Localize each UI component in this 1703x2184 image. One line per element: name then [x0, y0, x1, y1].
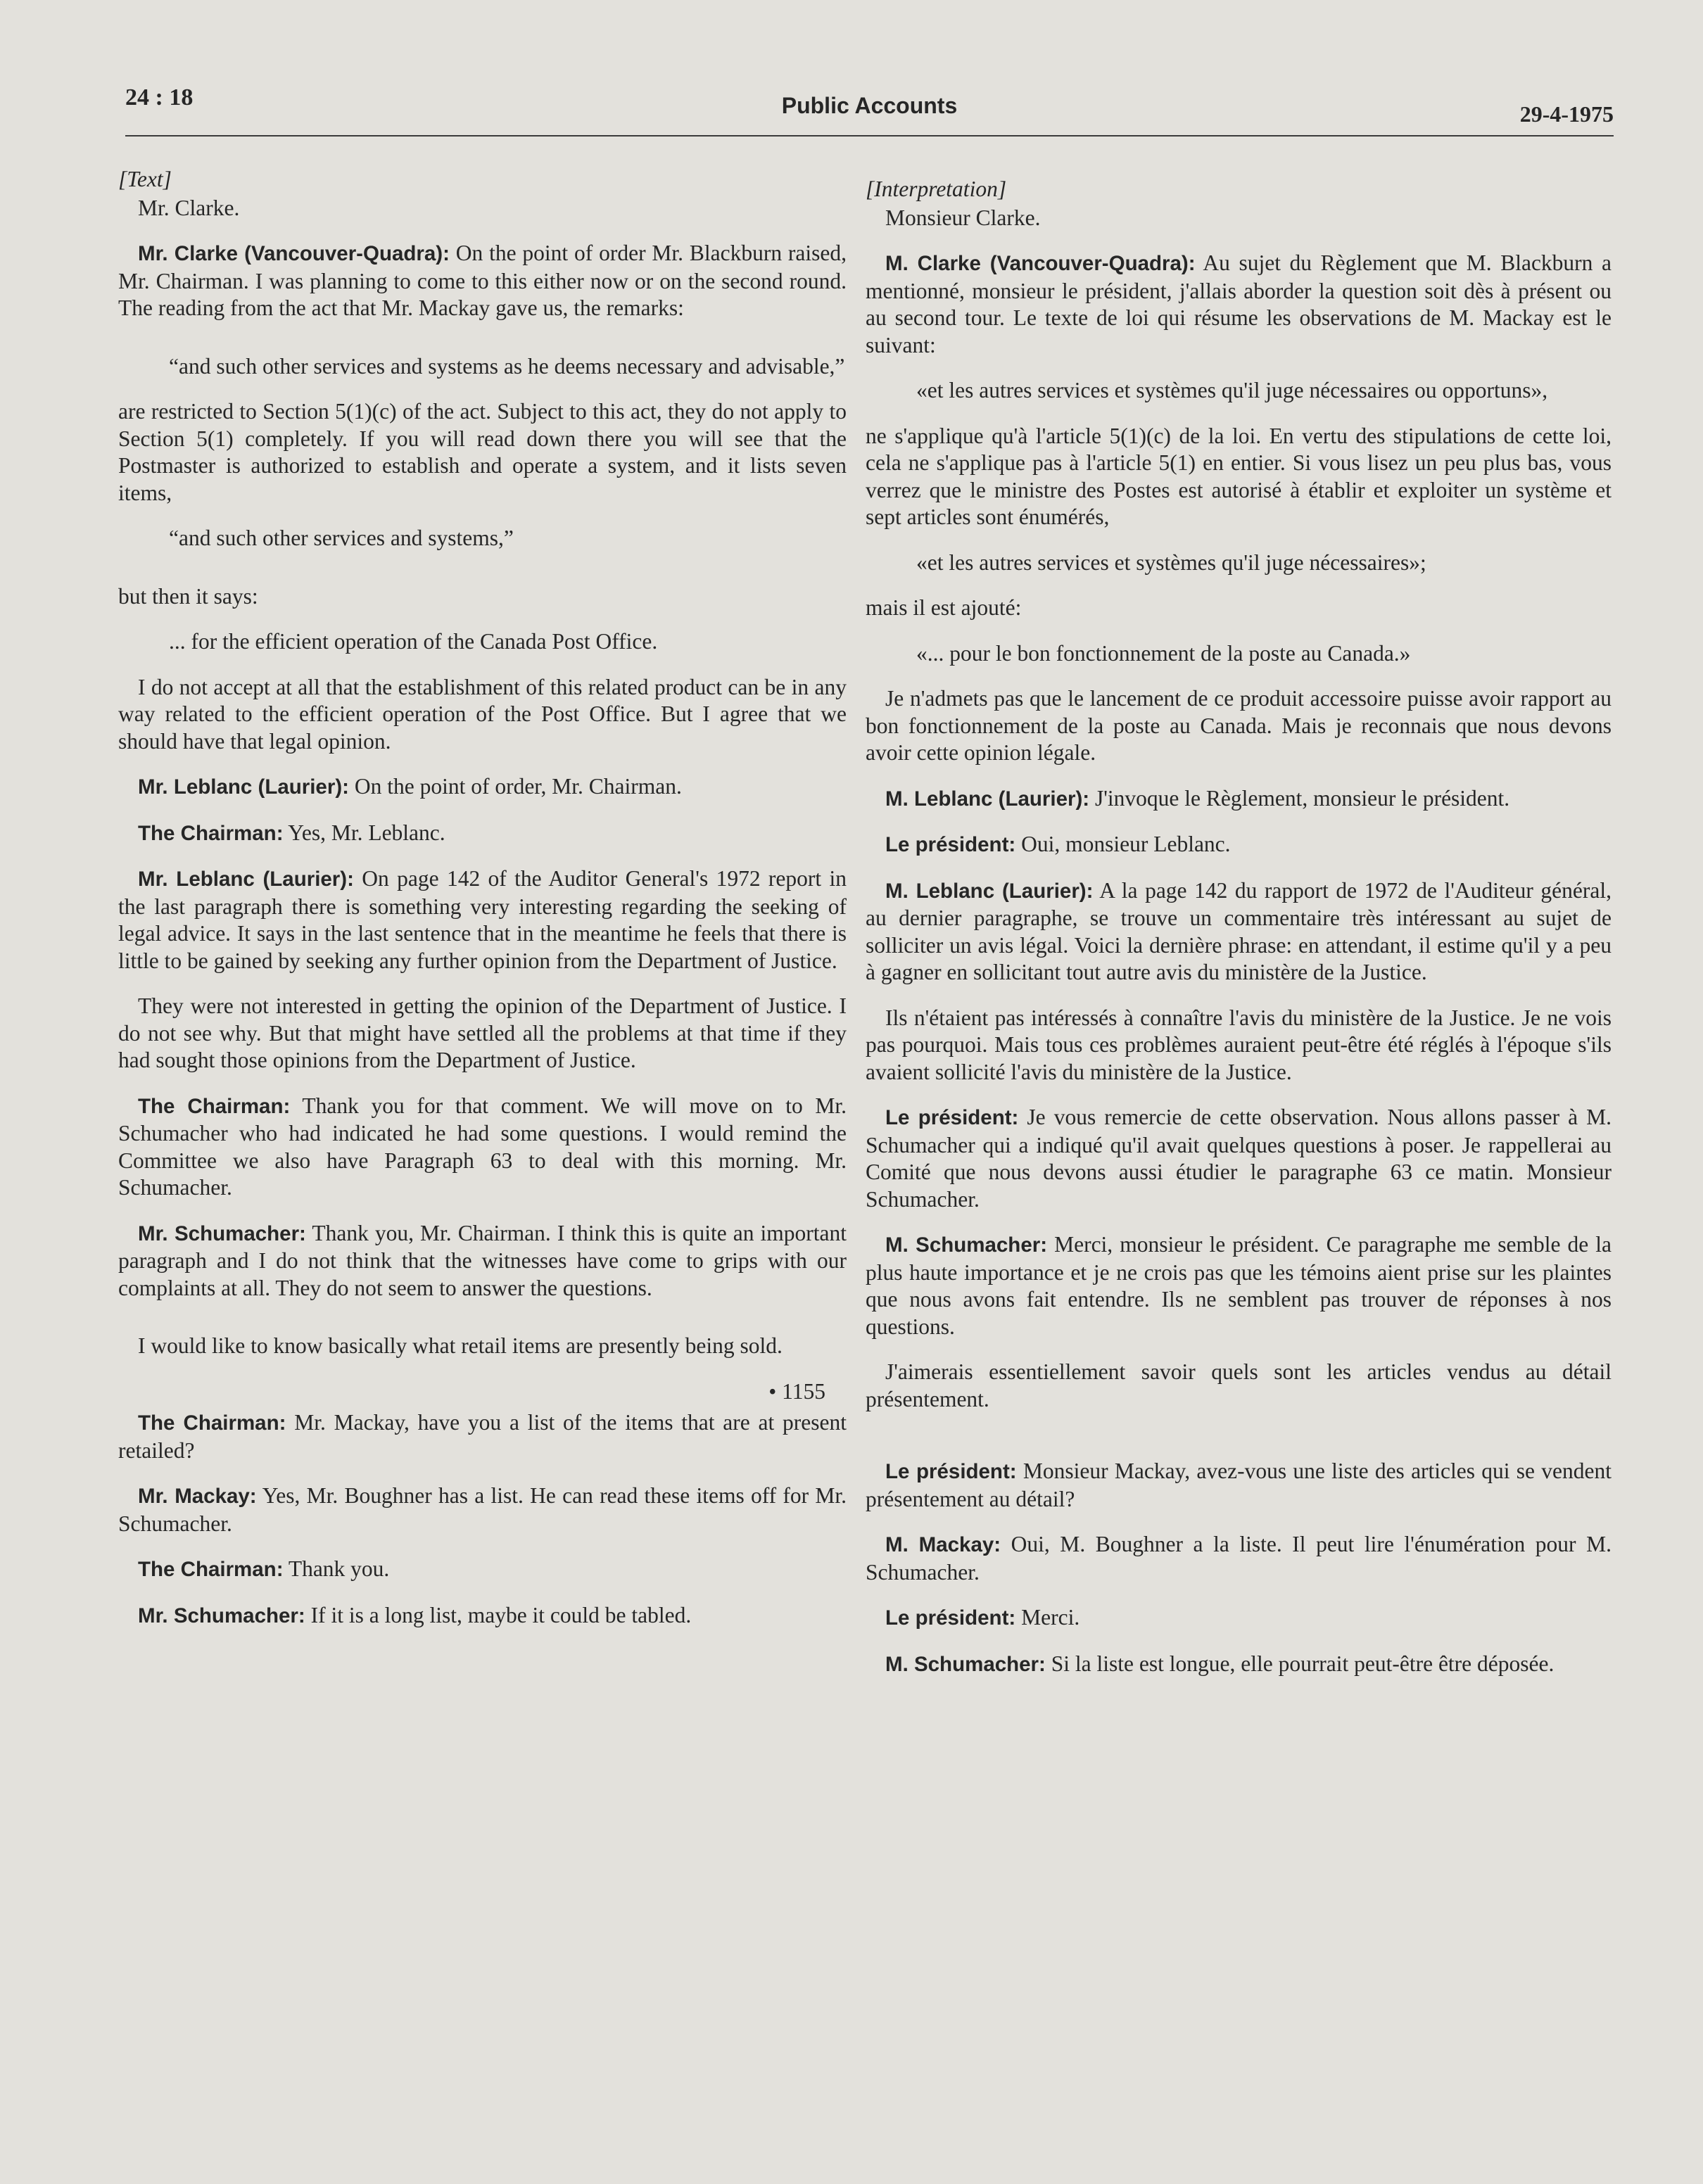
- speech-text: Oui, monsieur Leblanc.: [1015, 832, 1231, 856]
- speech-text: Thank you for that comment. We will move on to Mr. Schumacher who had indicated he had some questions. I would remind the Committee we also have Paragraph 63 to deal with this morning. Mr. Schumacher.: [118, 1093, 847, 1200]
- paragraph: [866, 1104, 1612, 1213]
- speaker-name: Mr. Leblanc (Laurier):: [138, 775, 349, 799]
- speech-text: Si la liste est longue, elle pourrait peut-être être déposée.: [1045, 1651, 1555, 1676]
- language-tag: [Text]: [118, 167, 172, 191]
- paragraph: [118, 1220, 847, 1302]
- paragraph: [866, 785, 1612, 813]
- paragraph: [866, 1231, 1612, 1340]
- speech-text: Yes, Mr. Leblanc.: [283, 820, 445, 845]
- paragraph: Monsieur Clarke.: [885, 205, 1041, 230]
- speaker-name: M. Mackay:: [885, 1533, 1001, 1556]
- speech-text: J'invoque le Règlement, monsieur le président.: [1089, 785, 1510, 811]
- speech-text: On the point of order Mr. Blackburn raised, Mr. Chairman. I was planning to come to this either now or on the second round. The reading from the act that Mr. Mackay gave us, the remarks:: [118, 241, 847, 320]
- speaker-name: Le président:: [885, 833, 1016, 856]
- speech-text: Thank you, Mr. Chairman. I think this is quite an important paragraph and I do not think that the witnesses have come to grips with our complaints at all. They do not seem to answer the questions.: [118, 1220, 847, 1300]
- paragraph: [866, 250, 1612, 359]
- speaker-name: M. Leblanc (Laurier):: [885, 879, 1094, 903]
- paragraph: [866, 877, 1612, 986]
- paragraph: Je n'admets pas que le lancement de ce produit accessoire puisse avoir rapport au bon fonctionnement de la poste au Canada. Mais je reconnais que nous devons avoir cette opinion légale.: [866, 686, 1612, 765]
- speaker-name: M. Schumacher:: [885, 1652, 1046, 1676]
- speaker-name: Mr. Schumacher:: [138, 1221, 306, 1245]
- paragraph: [118, 1556, 847, 1584]
- speech-text: Oui, M. Boughner a la liste. Il peut lire l'énumération pour M. Schumacher.: [866, 1532, 1612, 1585]
- paragraph: mais il est ajouté:: [866, 595, 1022, 620]
- speech-text: On page 142 of the Auditor General's 1972 report in the last paragraph there is something very interesting regarding the seeking of legal advice. It says in the last sentence that in the meantime he feels that there is little to be gained by seeking any further opinion from the Department of Justice.: [118, 866, 847, 973]
- speech-text: Monsieur Mackay, avez-vous une liste des articles qui se vendent présentement au détail?: [866, 1459, 1612, 1511]
- block-quote: «et les autres services et systèmes qu'il juge nécessaires»;: [916, 550, 1426, 575]
- speaker-name: Mr. Mackay:: [138, 1485, 257, 1508]
- speech-text: Au sujet du Règlement que M. Blackburn a mentionné, monsieur le président, j'allais aborder la question soit dès à présent ou au second tour. Le texte de loi qui résume les observations de M. Mackay est le suivant:: [866, 250, 1612, 357]
- paragraph: [866, 1651, 1612, 1679]
- block-quote: «et les autres services et systèmes qu'il juge nécessaires ou opportuns»,: [916, 378, 1548, 402]
- paragraph: [118, 1409, 847, 1464]
- paragraph: [866, 831, 1612, 859]
- paragraph: [118, 240, 847, 322]
- speech-text: A la page 142 du rapport de 1972 de l'Auditeur général, au dernier paragraphe, se trouve un commentaire très intéressant au sujet de solliciter un avis légal. Voici la dernière phrase: en attendant, il estime qu'il y a peu à gagner en sollicitant tout autre avis du ministère de la Justice.: [866, 877, 1612, 984]
- speech-text: On the point of order, Mr. Chairman.: [348, 774, 682, 799]
- speech-text: Je vous remercie de cette observation. Nous allons passer à M. Schumacher qui a indiqué qu'il avait quelques questions à poser. Je rappellerai au Comité que nous devons aussi étudier le paragraphe 63 ce matin. Monsieur Schumacher.: [866, 1105, 1612, 1212]
- speech-text: Mr. Mackay, have you a list of the items that are at present retailed?: [118, 1410, 847, 1463]
- speaker-name: The Chairman:: [138, 1558, 284, 1581]
- paragraph: Ils n'étaient pas intéressés à connaître l'avis du ministère de la Justice. Je ne vois pas pourquoi. Mais tous ces problèmes auraient peut-être été réglés à l'époque s'ils avaient sollicité l'avis du ministère de la Justice.: [866, 1005, 1612, 1084]
- paragraph: [866, 1458, 1612, 1513]
- speaker-name: Le président:: [885, 1460, 1017, 1483]
- block-quote: «... pour le bon fonctionnement de la poste au Canada.»: [916, 640, 1411, 666]
- header-rule: [125, 135, 1614, 136]
- paragraph: [866, 1531, 1612, 1586]
- paragraph: [118, 1093, 847, 1202]
- speaker-name: The Chairman:: [138, 1411, 286, 1435]
- paragraph: I would like to know basically what retail items are presently being sold.: [138, 1333, 783, 1358]
- paragraph: [866, 1604, 1612, 1632]
- speech-text: Merci.: [1015, 1605, 1080, 1630]
- paragraph: [118, 820, 847, 848]
- speaker-name: The Chairman:: [138, 821, 284, 845]
- running-header: [125, 77, 1614, 134]
- page-number: 24 : 18: [125, 84, 194, 110]
- speaker-name: M. Schumacher:: [885, 1233, 1048, 1257]
- paragraph: [118, 865, 847, 974]
- paragraph: [118, 1602, 847, 1630]
- block-quote: ... for the efficient operation of the Canada Post Office.: [169, 629, 658, 654]
- speech-text: Thank you.: [283, 1556, 390, 1581]
- speaker-name: Le président:: [885, 1606, 1016, 1630]
- french-column: [866, 176, 1612, 1696]
- time-marker: • 1155: [768, 1378, 825, 1404]
- speaker-name: M. Clarke (Vancouver-Quadra):: [885, 252, 1196, 275]
- speaker-name: Mr. Leblanc (Laurier):: [138, 868, 354, 891]
- speaker-name: Le président:: [885, 1106, 1019, 1129]
- paragraph: but then it says:: [118, 583, 258, 609]
- paragraph: [118, 773, 847, 801]
- speaker-name: M. Leblanc (Laurier):: [885, 787, 1090, 811]
- journal-title: Public Accounts: [781, 93, 958, 118]
- paragraph: ne s'applique qu'à l'article 5(1)(c) de la loi. En vertu des stipulations de cette loi, cela ne s'applique pas à l'article 5(1) en entier. Si vous lisez un peu plus bas, vous verrez que le ministre des Postes est autorisé à établir et exploiter un système et sept articles sont énumérés,: [866, 423, 1612, 529]
- speech-text: If it is a long list, maybe it could be tabled.: [305, 1602, 692, 1627]
- speech-text: Merci, monsieur le président. Ce paragraphe me semble de la plus haute importance et je ne crois pas que les témoins aient prise sur les plaintes que nous avons fait entendre. Ils ne semblent pas trouver de réponses à nos questions.: [866, 1232, 1612, 1339]
- block-quote: “and such other services and systems as he deems necessary and advisable,”: [169, 353, 845, 379]
- paragraph: are restricted to Section 5(1)(c) of the act. Subject to this act, they do not apply to Section 5(1) completely. If you will read down there you will see that the Postmaster is authorized to establish and operate a system, and it lists seven items,: [118, 399, 847, 505]
- paragraph: They were not interested in getting the opinion of the Department of Justice. I do not see why. But that might have settled all the problems at that time if they had sought those opinions from the Department of Justice.: [118, 993, 847, 1072]
- paragraph: J'aimerais essentiellement savoir quels sont les articles vendus au détail présentement.: [866, 1359, 1612, 1411]
- language-tag: [Interpretation]: [866, 177, 1007, 201]
- paragraph: [118, 1483, 847, 1537]
- paragraph: Mr. Clarke.: [138, 195, 240, 220]
- paragraph: I do not accept at all that the establishment of this related product can be in any way related to the efficient operation of the Post Office. But I agree that we should have that legal opinion.: [118, 674, 847, 754]
- speaker-name: The Chairman:: [138, 1094, 291, 1118]
- speech-text: Yes, Mr. Boughner has a list. He can read these items off for Mr. Schumacher.: [118, 1483, 847, 1536]
- block-quote: “and such other services and systems,”: [169, 526, 514, 550]
- speaker-name: Mr. Schumacher:: [138, 1604, 305, 1627]
- english-column: [118, 166, 847, 1648]
- header-date: 29-4-1975: [1519, 101, 1614, 127]
- speaker-name: Mr. Clarke (Vancouver-Quadra):: [138, 242, 450, 265]
